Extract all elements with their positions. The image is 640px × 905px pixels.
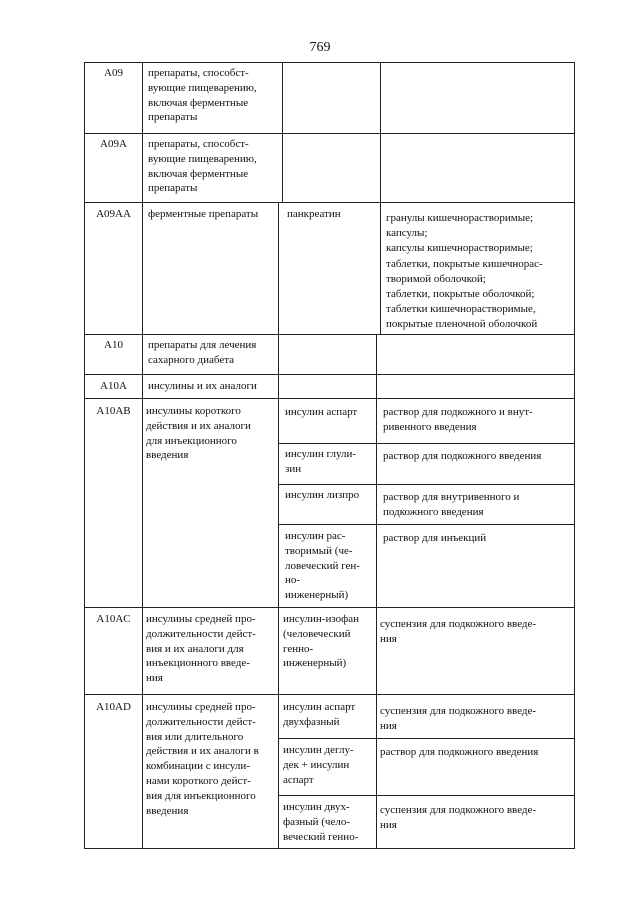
drug-name: панкреатин [287,208,341,220]
page-number: 769 [309,40,331,55]
group-name: инсулины короткого действия и их аналоги для инъекционного введения [146,405,251,462]
drug-name: инсулин лизпро [285,489,360,501]
dosage-form: раствор для подкожного введения [380,746,539,758]
column-divider [376,334,377,849]
row-divider [84,398,575,399]
group-name: ферментные препараты [148,208,259,220]
column-divider [380,62,381,334]
dosage-form: суспензия для подкожного введе- ния [380,705,537,732]
dosage-form: суспензия для подкожного введе- ния [380,618,537,645]
group-name: инсулины и их аналоги [148,380,257,392]
column-divider [278,202,279,849]
column-divider [142,62,143,849]
group-name: препараты для лечения сахарного диабета [148,339,257,366]
drug-name: инсулин рас- творимый (че- ловеческий ген- но- инженерный) [285,530,360,602]
drug-name: инсулин-изофан (человеческий генно- инженерный) [283,613,360,670]
row-divider [278,443,575,444]
dosage-form: раствор для инъекций [383,532,487,544]
drug-name: инсулин деглу- дек + инсулин аспарт [283,744,354,786]
row-divider [278,738,575,739]
row-divider [84,374,575,375]
group-name: инсулины средней про- должительности дейст- вия и их аналоги для инъекционного введе- ния [146,613,256,685]
row-divider [84,334,575,335]
row-divider [278,484,575,485]
column-divider [282,62,283,202]
atc-code: A09AA [96,208,131,220]
dosage-form: раствор для подкожного введения [383,450,542,462]
atc-code: A09 [104,67,123,79]
atc-code: A10AD [96,701,131,713]
atc-code: A09A [100,138,127,150]
row-divider [84,607,575,608]
row-divider [278,795,575,796]
atc-code: A10AB [96,405,131,417]
drug-name: инсулин двух- фазный (чело- веческий генно- [283,801,359,843]
row-divider [84,133,575,134]
atc-code: A10AC [96,613,131,625]
row-divider [278,524,575,525]
atc-code: A10 [104,339,123,351]
dosage-form: раствор для подкожного и внут- ривенного введения [383,406,533,433]
drug-name: инсулин аспарт двухфазный [283,701,356,728]
row-divider [84,202,575,203]
drug-name: инсулин глули- зин [285,448,357,475]
dosage-form: суспензия для подкожного введе- ния [380,804,537,831]
atc-code: A10A [100,380,127,392]
group-name: препараты, способст- вующие пищеварению, включая ферментные препараты [148,67,257,124]
row-divider [84,694,575,695]
group-name: препараты, способст- вующие пищеварению, включая ферментные препараты [148,138,257,195]
dosage-form: раствор для внутривенного и подкожного введения [383,491,520,518]
dosage-form: гранулы кишечнорастворимые; капсулы; капсулы кишечнорастворимые; таблетки, покрытые кишечнорас- творимой оболочкой; таблетки, покрытые оболочкой; таблетки кишечнорастворимые, покрытые пленочной оболочкой [386,212,543,331]
drug-name: инсулин аспарт [285,406,358,418]
group-name: инсулины средней про- должительности дейст- вия или длительного действия и их аналоги в комбинации с инсули- нами короткого дейст- вия для инъекционного введения [146,701,259,817]
